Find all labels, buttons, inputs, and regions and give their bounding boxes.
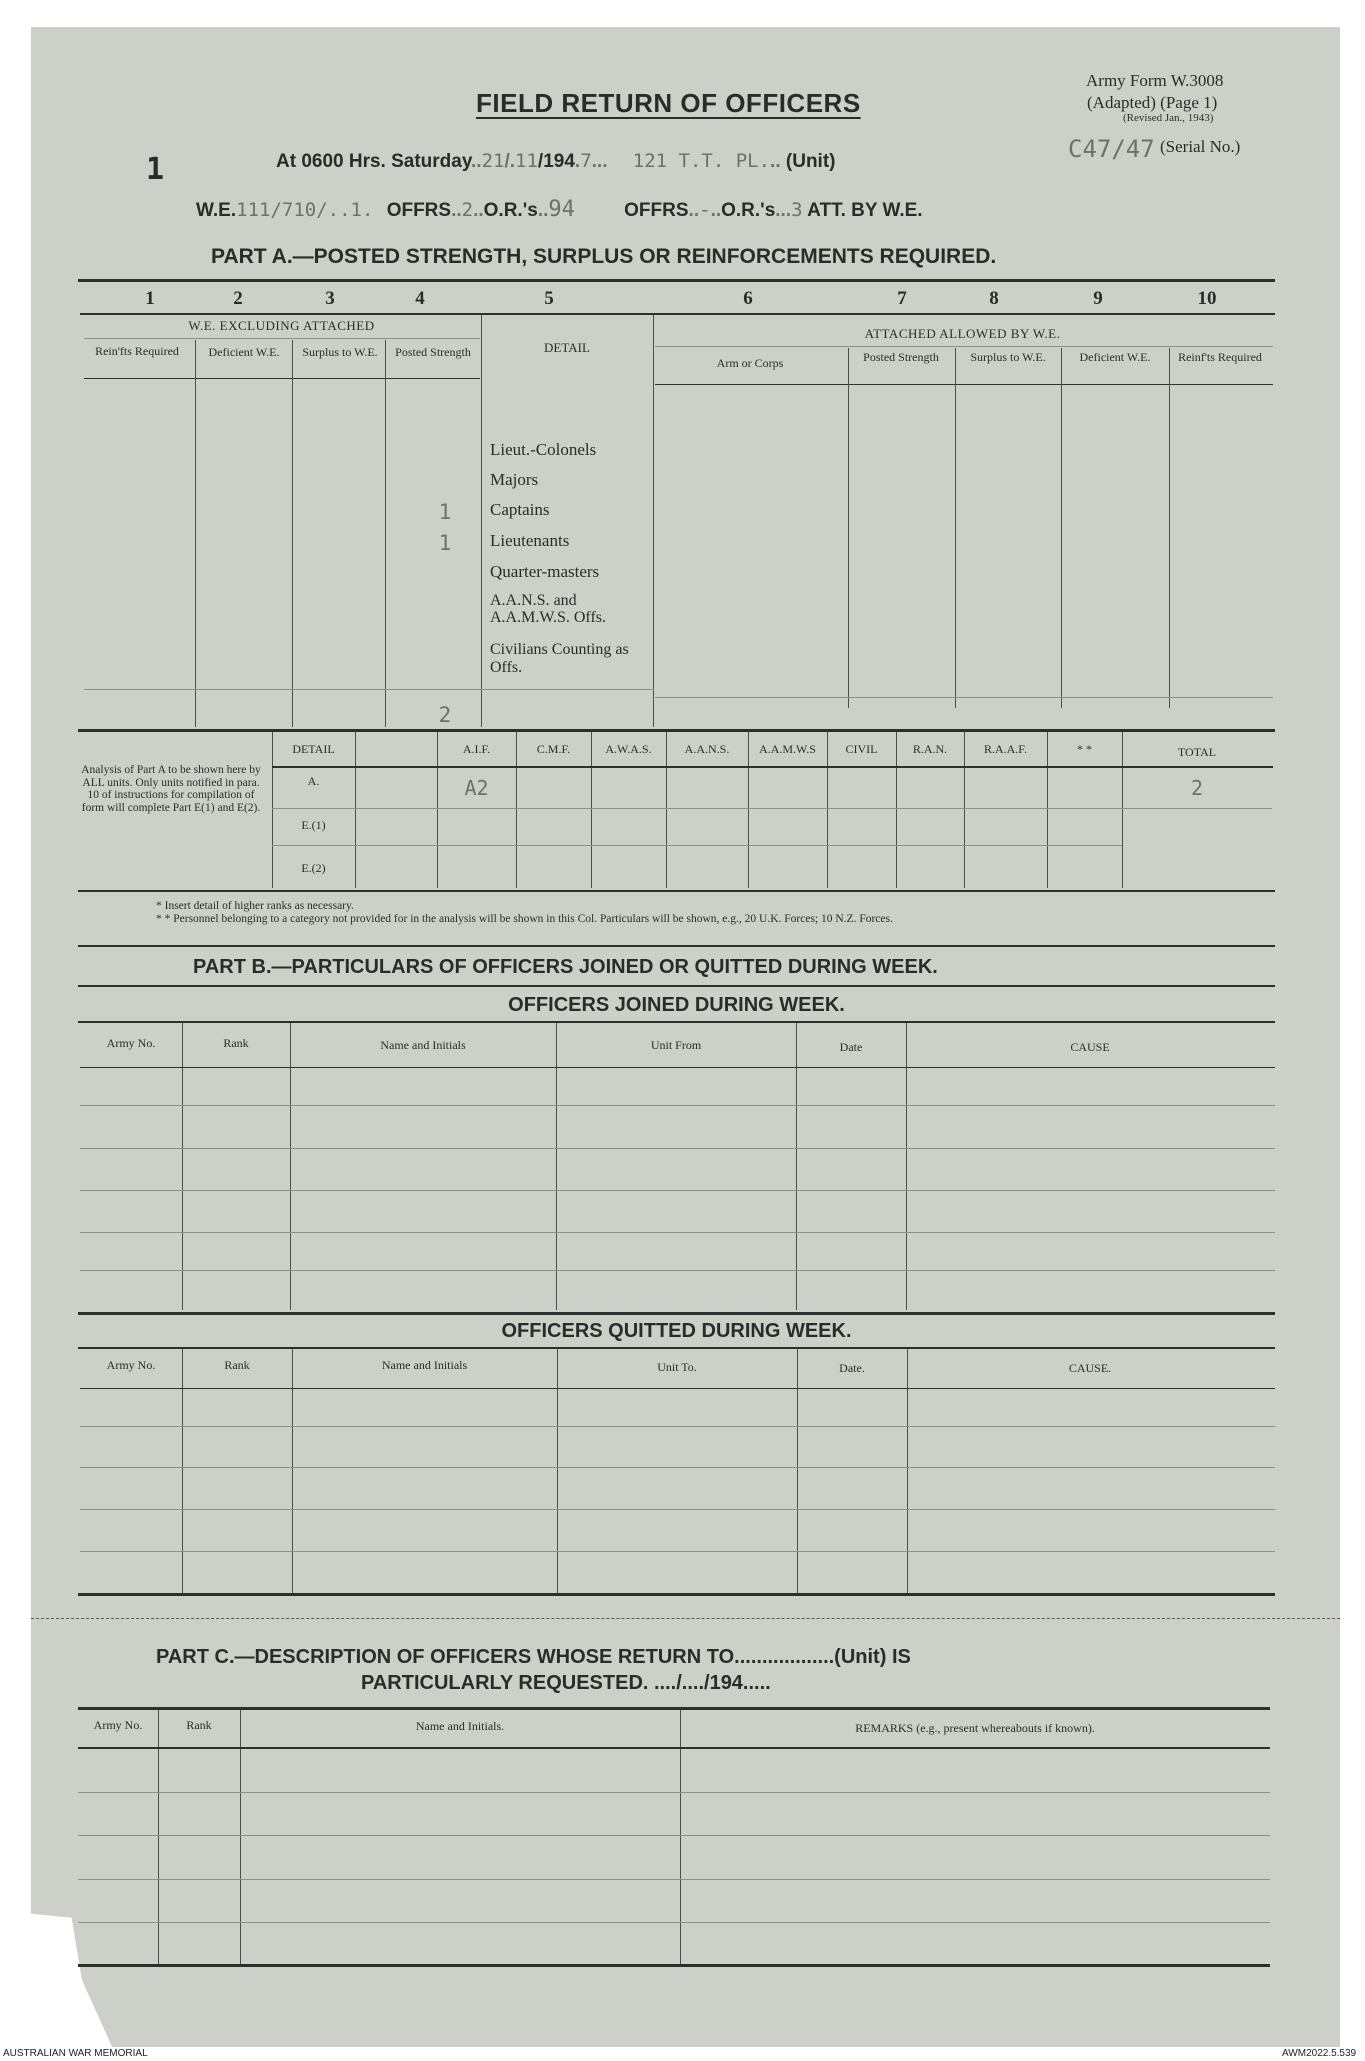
an-hdr-ran: R.A.N. <box>912 742 948 756</box>
posted-total: 2 <box>438 703 452 727</box>
j-header-rule <box>80 1067 1275 1068</box>
offrs-value: 2 <box>461 199 474 221</box>
rank-lieut-colonels: Lieut.-Colonels <box>490 440 597 459</box>
we-value: 111/710/..1. <box>236 199 374 221</box>
q-row-2 <box>80 1467 1275 1468</box>
serial-number: C47/47 <box>1068 135 1155 163</box>
hdr-surplus-we: Surplus to W.E. <box>302 345 378 359</box>
c-row-3 <box>78 1879 1270 1880</box>
q-hdr-unit-to: Unit To. <box>657 1360 697 1374</box>
att-offrs-value: - <box>699 199 711 221</box>
col-number-2: 2 <box>233 288 243 309</box>
an-hdr-other: * * <box>1077 742 1092 756</box>
footer-institution: AUSTRALIAN WAR MEMORIAL <box>3 2048 148 2059</box>
an-hdr-awas: A.W.A.S. <box>605 742 652 756</box>
c-hdr-remarks: REMARKS (e.g., present whereabouts if known). <box>855 1721 1095 1735</box>
attached-allowed-rule <box>655 346 1273 347</box>
q-hdr-name: Name and Initials <box>381 1358 468 1372</box>
col-number-4: 4 <box>415 288 425 309</box>
an-hdr-total: TOTAL <box>1177 745 1217 759</box>
hdr-att-reinfts: Reinf'ts Required <box>1178 350 1262 364</box>
part-a-top-rule <box>78 279 1275 282</box>
j-hdr-army-no: Army No. <box>106 1036 156 1050</box>
hdr-att-posted-strength: Posted Strength <box>863 350 939 364</box>
date-year: 7 <box>580 150 592 172</box>
c-row-2 <box>78 1835 1270 1836</box>
an-header-rule <box>272 766 1273 768</box>
footnote-higher-ranks: * Insert detail of higher ranks as necessary. <box>156 900 354 912</box>
part-a-subheader-rule-right <box>655 384 1273 385</box>
q-hdr-army-no: Army No. <box>106 1358 156 1372</box>
date-line: At 0600 Hrs. Saturday..21/.11/194.7... 121 T.T. PL... (Unit) <box>276 150 836 172</box>
rank-majors: Majors <box>490 470 539 489</box>
part-a-bottom-rule <box>78 729 1275 732</box>
an-row-a: A. <box>307 774 320 788</box>
an-v1 <box>355 732 356 888</box>
an-row-rule-1 <box>272 808 1122 809</box>
ors-label: O.R.'s <box>483 200 538 221</box>
we-line: W.E.111/710/..1. OFFRS..2..O.R.'s..94 OFFRS..-..O.R.'s...3 ATT. BY W.E. <box>196 197 923 222</box>
pa-v3 <box>385 340 386 727</box>
hdr-att-surplus: Surplus to W.E. <box>970 350 1046 364</box>
q-v1 <box>182 1349 183 1593</box>
form-adapted: (Adapted) (Page 1) <box>1087 93 1218 112</box>
quitted-title-rule <box>78 1347 1275 1349</box>
year-prefix: /194 <box>537 151 575 172</box>
q-hdr-cause: CAUSE. <box>1068 1361 1112 1375</box>
j-hdr-date: Date <box>839 1040 863 1054</box>
j-hdr-unit-from: Unit From <box>650 1038 702 1052</box>
j-row-3 <box>80 1190 1275 1191</box>
we-label: W.E. <box>196 200 237 221</box>
j-hdr-rank: Rank <box>223 1036 249 1050</box>
col-number-9: 9 <box>1093 288 1103 309</box>
col-number-10: 10 <box>1197 288 1217 309</box>
posted-lieutenants: 1 <box>438 531 452 555</box>
detail-header: DETAIL <box>544 340 590 355</box>
pa-v7 <box>955 348 956 708</box>
pa-v5 <box>653 315 654 727</box>
part-a-subheader-rule <box>84 378 480 379</box>
j-row-1 <box>80 1105 1275 1106</box>
col-number-6: 6 <box>743 288 753 309</box>
rank-captains: Captains <box>490 500 550 519</box>
tear-line <box>31 1618 1340 1619</box>
col-number-3: 3 <box>325 288 335 309</box>
q-hdr-rank: Rank <box>224 1358 250 1372</box>
pa-v6 <box>848 348 849 708</box>
quitted-bottom-rule <box>78 1593 1275 1596</box>
footer-accession: AWM2022.5.539 <box>1282 2048 1357 2059</box>
an-hdr-aamws: A.A.M.W.S <box>759 742 816 756</box>
an-hdr-detail: DETAIL <box>292 742 335 756</box>
serial-label: (Serial No.) <box>1160 137 1241 156</box>
an-aif-a: A2 <box>464 776 489 800</box>
joined-title-rule <box>78 1021 1275 1023</box>
part-c-heading-2: PARTICULARLY REQUESTED. ..../..../194..... <box>361 1672 771 1694</box>
q-hdr-date: Date. <box>839 1361 865 1375</box>
an-bottom-rule <box>78 890 1275 892</box>
part-a-total-rule-right <box>655 697 1273 698</box>
rank-lieutenants: Lieutenants <box>490 531 570 550</box>
an-hdr-aans: A.A.N.S. <box>684 742 730 756</box>
q-row-3 <box>80 1509 1275 1510</box>
c-hdr-army-no: Army No. <box>93 1718 143 1732</box>
hdr-posted-strength: Posted Strength <box>395 345 471 359</box>
j-row-4 <box>80 1232 1275 1233</box>
date-day: 21 <box>481 150 505 172</box>
pa-v9 <box>1169 348 1170 708</box>
att-ors-label: O.R.'s <box>721 200 776 221</box>
pa-v1 <box>195 340 196 727</box>
q-header-rule <box>80 1388 1275 1389</box>
offrs-label: OFFRS <box>386 200 452 221</box>
pa-v8 <box>1061 348 1062 708</box>
pa-v2 <box>292 340 293 727</box>
part-c-top-rule <box>78 1707 1270 1710</box>
an-hdr-raaf: R.A.A.F. <box>983 742 1028 756</box>
q-v4 <box>797 1349 798 1593</box>
part-b-top-rule <box>78 985 1275 987</box>
att-label: ATT. BY W.E. <box>807 200 923 221</box>
part-a-heading: PART A.—POSTED STRENGTH, SURPLUS OR REINFORCEMENTS REQUIRED. <box>211 245 997 268</box>
footnote-other-category: * * Personnel belonging to a category not provided for in the analysis will be shown in this Col. Particulars will be shown, e.g., 20 U.K. Forces; 10 N.Z. Forces. <box>156 913 893 925</box>
form-title: FIELD RETURN OF OFFICERS <box>476 88 861 118</box>
part-c-bottom-rule <box>78 1964 1270 1967</box>
j-row-2 <box>80 1148 1275 1149</box>
col-number-7: 7 <box>897 288 907 309</box>
col-number-1: 1 <box>145 288 155 309</box>
we-excluding-attached: W.E. EXCLUDING ATTACHED <box>188 318 375 333</box>
att-ors-value: 3 <box>791 199 803 221</box>
form-revised: (Revised Jan., 1943) <box>1123 112 1214 124</box>
att-offrs-label: OFFRS <box>624 200 689 221</box>
an-total-rule <box>1122 808 1272 809</box>
form-number: Army Form W.3008 <box>1086 71 1224 90</box>
an-hdr-cmf: C.M.F. <box>536 742 571 756</box>
col-number-8: 8 <box>989 288 999 309</box>
an-row-rule-2 <box>272 845 1122 846</box>
c-row-4 <box>78 1922 1270 1923</box>
footnote-rule <box>78 945 1275 947</box>
part-c-heading-1: PART C.—DESCRIPTION OF OFFICERS WHOSE RETURN TO..................(Unit) IS <box>156 1646 911 1668</box>
ors-value: 94 <box>548 197 575 222</box>
hdr-att-deficient: Deficient W.E. <box>1079 350 1151 364</box>
unit-label: (Unit) <box>785 151 836 172</box>
date-month: 11 <box>515 150 538 172</box>
attached-allowed-header: ATTACHED ALLOWED BY W.E. <box>864 326 1061 341</box>
rank-quarter-masters: Quarter-masters <box>490 562 600 581</box>
quitted-title: OFFICERS QUITTED DURING WEEK. <box>501 1320 852 1342</box>
date-label: At 0600 Hrs. Saturday <box>276 151 472 172</box>
posted-captains: 1 <box>438 500 452 524</box>
col-number-5: 5 <box>544 288 554 309</box>
an-row-e1: E.(1) <box>301 818 326 832</box>
q-row-4 <box>80 1551 1275 1552</box>
an-total-a: 2 <box>1190 776 1204 800</box>
hdr-deficient-we: Deficient W.E. <box>208 345 280 359</box>
part-a-total-rule <box>84 689 654 690</box>
q-v2 <box>292 1349 293 1593</box>
hdr-arm-or-corps: Arm or Corps <box>716 356 784 370</box>
c-hdr-name: Name and Initials. <box>415 1719 505 1733</box>
rank-civilians: Civilians Counting as Offs. <box>490 641 629 676</box>
q-v3 <box>557 1349 558 1593</box>
c-hdr-rank: Rank <box>186 1718 212 1732</box>
analysis-note: Analysis of Part A to be shown here by ALL units. Only units notified in para. 10 of instructions for compilation of form will complete Part E(1) and E(2). <box>81 764 261 814</box>
an-hdr-aif: A.I.F. <box>462 742 491 756</box>
q-v5 <box>907 1349 908 1593</box>
an-hdr-civil: CIVIL <box>845 742 878 756</box>
rank-aans-aamws: A.A.N.S. and A.A.M.W.S. Offs. <box>490 592 607 626</box>
an-row-e2: E.(2) <box>301 861 326 875</box>
pa-v4 <box>481 315 482 727</box>
page-mark: 1 <box>146 152 165 187</box>
c-row-1 <box>78 1792 1270 1793</box>
we-excluding-rule <box>84 338 480 339</box>
unit-value: 121 T.T. PL. <box>632 150 771 172</box>
hdr-reinfts-required: Rein'fts Required <box>95 344 179 358</box>
part-a-header-rule <box>80 313 1275 315</box>
j-row-5 <box>80 1270 1275 1271</box>
part-b-heading: PART B.—PARTICULARS OF OFFICERS JOINED OR QUITTED DURING WEEK. <box>193 956 938 978</box>
j-hdr-cause: CAUSE <box>1070 1040 1110 1054</box>
j-hdr-name: Name and Initials <box>380 1038 466 1052</box>
joined-title: OFFICERS JOINED DURING WEEK. <box>508 994 845 1016</box>
c-header-rule <box>78 1747 1270 1749</box>
joined-bottom-rule <box>78 1312 1275 1315</box>
q-row-1 <box>80 1426 1275 1427</box>
